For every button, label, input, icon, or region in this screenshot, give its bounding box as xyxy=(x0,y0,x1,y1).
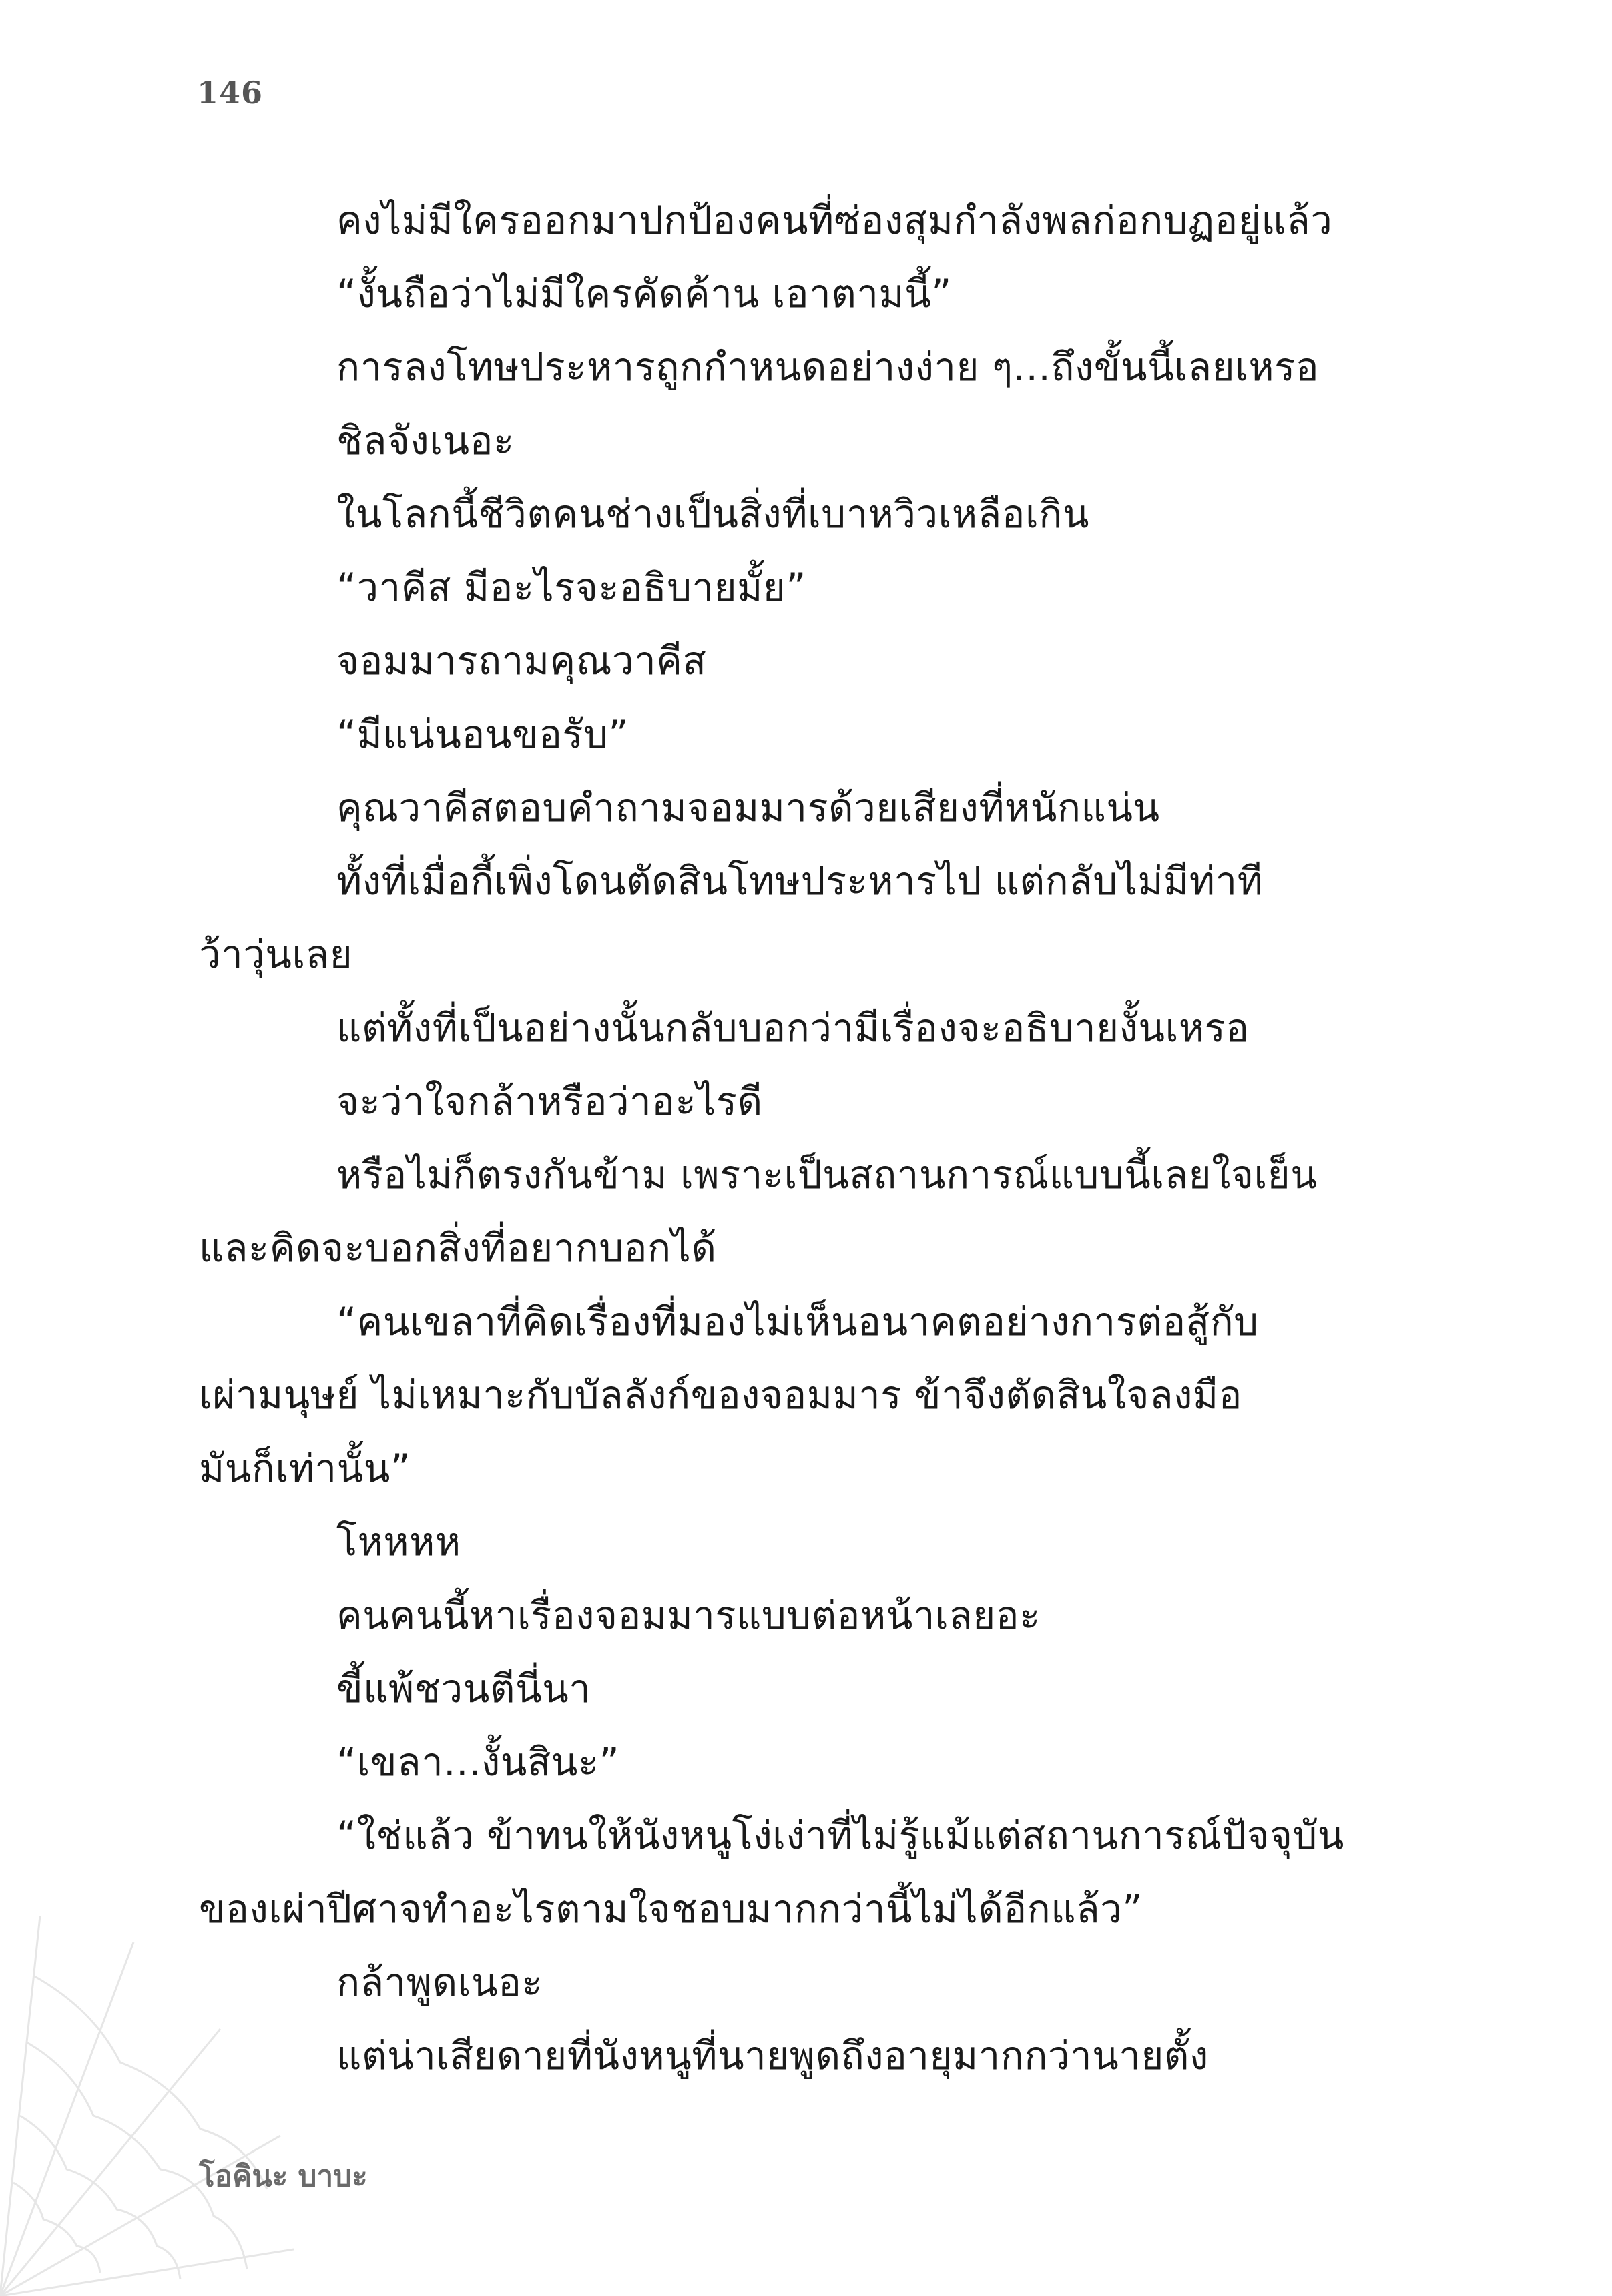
text-line: การลงโทษประหารถูกกำหนดอย่างง่าย ๆ...ถึงขั้นนี้เลยเหรอ xyxy=(336,344,1320,390)
text-line: คงไม่มีใครออกมาปกป้องคนที่ซ่องสุมกำลังพลก่อกบฏอยู่แล้ว xyxy=(336,198,1333,243)
text-line: ของเผ่าปีศาจทำอะไรตามใจชอบมากกว่านี้ไม่ได้อีกแล้ว” xyxy=(199,1886,1143,1932)
text-line: “เขลา...งั้นสินะ” xyxy=(336,1739,620,1785)
text-line: ว้าวุ่นเลย xyxy=(199,932,353,977)
text-line: และคิดจะบอกสิ่งที่อยากบอกได้ xyxy=(199,1225,717,1271)
footer-book-title: โอคินะ บาบะ xyxy=(199,2159,368,2193)
spider-web-ornament xyxy=(0,1916,294,2296)
text-line: แต่น่าเสียดายที่นังหนูที่นายพูดถึงอายุมากกว่านายตั้ง xyxy=(336,2033,1209,2078)
text-line: ขี้แพ้ชวนตีนี่นา xyxy=(336,1666,591,1711)
text-line: คุณวาคีสตอบคำถามจอมมารด้วยเสียงที่หนักแน่น xyxy=(336,785,1160,830)
text-line: เผ่ามนุษย์ ไม่เหมาะกับบัลลังก์ของจอมมาร ข้าจึงตัดสินใจลงมือ xyxy=(199,1372,1242,1418)
text-line: คนคนนี้หาเรื่องจอมมารแบบต่อหน้าเลยอะ xyxy=(336,1593,1041,1638)
text-line: หรือไม่ก็ตรงกันข้าม เพราะเป็นสถานการณ์แบบนี้เลยใจเย็น xyxy=(336,1152,1318,1197)
text-line: จอมมารถามคุณวาคีส xyxy=(336,638,707,683)
text-line: ในโลกนี้ชีวิตคนช่างเป็นสิ่งที่เบาหวิวเหลือเกิน xyxy=(336,491,1090,537)
text-line: มันก็เท่านั้น” xyxy=(199,1446,411,1491)
text-line: ทั้งที่เมื่อกี้เพิ่งโดนตัดสินโทษประหารไป แต่กลับไม่มีท่าที xyxy=(336,858,1264,904)
text-line: “คนเขลาที่คิดเรื่องที่มองไม่เห็นอนาคตอย่างการต่อสู้กับ xyxy=(336,1299,1259,1344)
text-line: “ใช่แล้ว ข้าทนให้นังหนูโง่เง่าที่ไม่รู้แม้แต่สถานการณ์ปัจจุบัน xyxy=(336,1813,1344,1858)
page-number: 146 xyxy=(197,75,264,111)
text-line: แต่ทั้งที่เป็นอย่างนั้นกลับบอกว่ามีเรื่องจะอธิบายงั้นเหรอ xyxy=(336,1005,1250,1051)
text-line: “วาคีส มีอะไรจะอธิบายมั้ย” xyxy=(336,565,806,610)
text-line: “งั้นถือว่าไม่มีใครคัดค้าน เอาตามนี้” xyxy=(336,271,952,316)
text-line: จะว่าใจกล้าหรือว่าอะไรดี xyxy=(336,1079,763,1124)
text-line: กล้าพูดเนอะ xyxy=(336,1960,543,2005)
text-line: โหหหห xyxy=(336,1519,461,1564)
text-line: “มีแน่นอนขอรับ” xyxy=(336,711,629,757)
text-line: ชิลจังเนอะ xyxy=(336,418,515,463)
